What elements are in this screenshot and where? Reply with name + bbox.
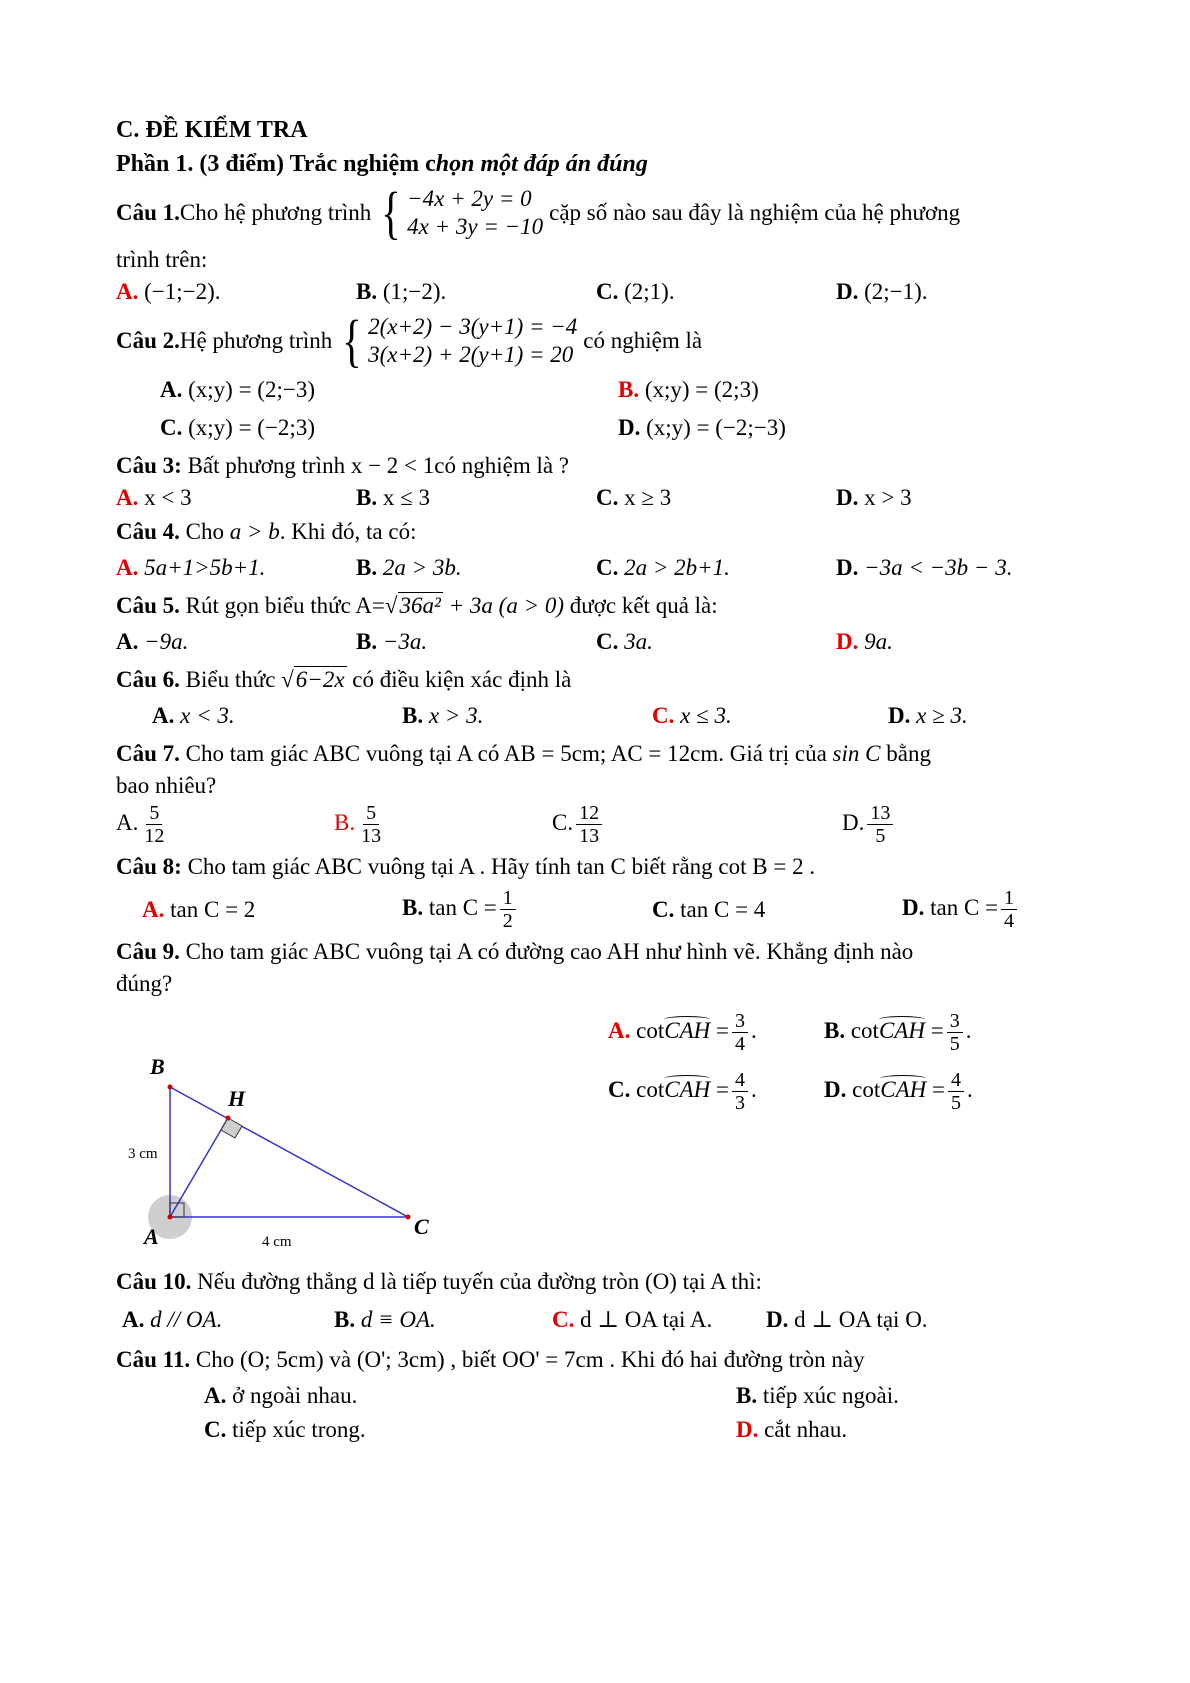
option-c[interactable]: C. x ≤ 3.: [652, 703, 732, 728]
option-a[interactable]: A. d // OA.: [122, 1307, 223, 1332]
option-d[interactable]: D. 9a.: [836, 629, 893, 654]
option-d[interactable]: D. tan C = $\frac{1}{4}$: [902, 887, 1020, 932]
option-b[interactable]: B. tan C = $\frac{1}{2}$: [402, 887, 652, 932]
question-2: Câu 2. Hệ phương trình { 2(x+2) − 3(y+1) = −4 3(x+2) + 2(y+1) = 20 có nghiệm là A. (x;y) = (2;−3) B. (x;y) = (2;3) C. (x;y) = (−2;3) D. (x;y) = (−2;−3): [116, 312, 1076, 444]
options: [608, 1010, 1048, 1114]
altitude-ah: [170, 1118, 228, 1217]
question-3: Câu 3: Bất phương trình x − 2 < 1có nghiệm là ? A. x < 3 B. x ≤ 3 C. x ≥ 3 D. x > 3: [116, 450, 1076, 514]
option-a[interactable]: A. x < 3.: [152, 703, 235, 728]
option-a[interactable]: A. x < 3: [116, 485, 192, 510]
option-c[interactable]: C. tiếp xúc trong.: [204, 1417, 366, 1442]
question-6: Câu 6. Biểu thức √6−2x có điều kiện xác định là A. x < 3. B. x > 3. C. x ≤ 3. D. x ≥ 3.: [116, 664, 1076, 732]
option-a[interactable]: A. −9a.: [116, 629, 189, 654]
option-c[interactable]: C. cotCAH = $\frac{4}{3}$ .: [608, 1069, 757, 1114]
option-b[interactable]: B. d ≡ OA.: [334, 1307, 436, 1332]
option-c[interactable]: C. tan C = 4: [652, 896, 766, 922]
option-d[interactable]: D. x > 3: [836, 485, 912, 510]
equation-system: { −4x + 2y = 0 4x + 3y = −10: [381, 180, 544, 245]
option-d[interactable]: D. (2;−1).: [836, 279, 928, 304]
question-1: Câu 1. Cho hệ phương trình { −4x + 2y = 0 4x + 3y = −10 cặp số nào sau đây là nghiệm của hệ phương trình trên: A. (−1;−2). B. (1;−2). C. (2;1). D. (2;−1).: [116, 184, 1076, 308]
option-c[interactable]: C. (x;y) = (−2;3): [160, 415, 315, 440]
label-ab-length: 3 cm: [128, 1146, 158, 1162]
option-b[interactable]: B. cotCAH = $\frac{3}{5}$ .: [824, 1010, 972, 1055]
option-a[interactable]: A. tan C = 2: [142, 896, 256, 922]
option-c[interactable]: C. x ≥ 3: [596, 485, 672, 510]
label-a: A: [144, 1224, 159, 1249]
question-5: Câu 5. Rút gọn biểu thức A=√36a² + 3a (a > 0) được kết quả là: A. −9a. B. −3a. C. 3a. D. 9a.: [116, 590, 1076, 658]
option-a[interactable]: A. ở ngoài nhau.: [204, 1383, 358, 1408]
section-title: C. ĐỀ KIỂM TRA: [116, 117, 308, 143]
option-c[interactable]: C. 2a > 2b+1.: [596, 555, 730, 580]
options: [116, 552, 1076, 584]
options: [116, 700, 1076, 732]
label-c: C: [414, 1214, 429, 1239]
option-d[interactable]: D. x ≥ 3.: [888, 703, 968, 728]
question-8: Câu 8: Cho tam giác ABC vuông tại A . Hãy tính tan C biết rằng cot B = 2 . A. tan C = 2 B. tan C = $\frac{1}{2}$ C. tan C = 4 D. tan C = $\frac{1}{4}$: [116, 851, 1076, 932]
option-b[interactable]: B. $\frac{5}{13}$: [334, 802, 382, 847]
option-d[interactable]: D. (x;y) = (−2;−3): [618, 415, 786, 440]
option-b[interactable]: B. x ≤ 3: [356, 485, 430, 510]
label-b: B: [150, 1054, 165, 1079]
options: [116, 1380, 1076, 1412]
side-bc: [170, 1087, 408, 1217]
option-a[interactable]: A. 5a+1>5b+1.: [116, 555, 266, 580]
option-a[interactable]: A. (−1;−2).: [116, 279, 221, 304]
option-b[interactable]: B. tiếp xúc ngoài.: [736, 1383, 899, 1408]
option-a[interactable]: A. $\frac{5}{12}$: [116, 802, 165, 847]
right-angle-h: [221, 1118, 242, 1138]
options: [116, 482, 1076, 514]
question-4: Câu 4. Cho a > b. Khi đó, ta có: A. 5a+1>5b+1. B. 2a > 3b. C. 2a > 2b+1. D. −3a < −3b − 3.: [116, 516, 1076, 584]
option-d[interactable]: D. $\frac{13}{5}$: [842, 802, 896, 847]
option-d[interactable]: D. d ⊥ OA tại O.: [766, 1307, 928, 1332]
question-number: Câu 1.: [116, 200, 180, 225]
option-a[interactable]: A. (x;y) = (2;−3): [160, 377, 315, 402]
option-b[interactable]: B. x > 3.: [402, 703, 484, 728]
options: [116, 1304, 1076, 1336]
square-root: √6−2x: [281, 667, 345, 692]
option-b[interactable]: B. (x;y) = (2;3): [618, 377, 759, 402]
question-10: Câu 10. Nếu đường thẳng d là tiếp tuyến của đường tròn (O) tại A thì: A. d // OA. B. d ≡ OA. C. d ⊥ OA tại A. D. d ⊥ OA tại O.: [116, 1266, 1076, 1336]
label-h: H: [228, 1086, 246, 1111]
exam-page: [116, 114, 1076, 1446]
options: [116, 276, 1076, 308]
options: [116, 887, 1076, 932]
option-b[interactable]: B. 2a > 3b.: [356, 555, 462, 580]
equation-system: { 2(x+2) − 3(y+1) = −4 3(x+2) + 2(y+1) = 20: [342, 308, 578, 373]
options: [116, 374, 1076, 406]
label-ac-length: 4 cm: [262, 1234, 292, 1250]
options: [116, 626, 1076, 658]
option-c[interactable]: C. 3a.: [596, 629, 653, 654]
option-d[interactable]: D. cotCAH = $\frac{4}{5}$ .: [824, 1069, 973, 1114]
question-11: Câu 11. Cho (O; 5cm) và (O'; 3cm) , biết OO' = 7cm . Khi đó hai đường tròn này A. ở ngoài nhau. B. tiếp xúc ngoài. C. tiếp xúc trong. D. cắt nhau.: [116, 1344, 1076, 1446]
option-d[interactable]: D. −3a < −3b − 3.: [836, 555, 1013, 580]
options: [116, 802, 1076, 847]
triangle-figure: [116, 1022, 476, 1262]
option-a[interactable]: A. cotCAH = $\frac{3}{4}$ .: [608, 1010, 757, 1055]
option-c[interactable]: C. (2;1).: [596, 279, 675, 304]
option-b[interactable]: B. (1;−2).: [356, 279, 447, 304]
option-c[interactable]: C. $\frac{12}{13}$: [552, 802, 842, 847]
part-heading: Phần 1. (3 điểm) Trắc nghiệm chọn một đáp án đúng: [116, 151, 648, 177]
option-d[interactable]: D. cắt nhau.: [736, 1417, 848, 1442]
question-9: Câu 9. Cho tam giác ABC vuông tại A có đường cao AH như hình vẽ. Khẳng định nào đúng? B H A C 3 cm 4 cm A. cotCAH = $\frac{3}{4}$ . B. cotCAH = $\frac{3}{5}$ . C. cotCAH = $\frac{4}{3}$ . D. cotCAH = $\frac{4}{5}$ .: [116, 936, 1076, 1262]
option-b[interactable]: B. −3a.: [356, 629, 428, 654]
question-7: Câu 7. Cho tam giác ABC vuông tại A có AB = 5cm; AC = 12cm. Giá trị của sin C bằng bao nhiêu? A. $\frac{5}{12}$ B. $\frac{5}{13}$ C. $\frac{12}{13}$ D. $\frac{13}{5}$: [116, 738, 1076, 847]
square-root: √36a²: [384, 593, 441, 618]
option-c[interactable]: C. d ⊥ OA tại A.: [552, 1307, 713, 1332]
